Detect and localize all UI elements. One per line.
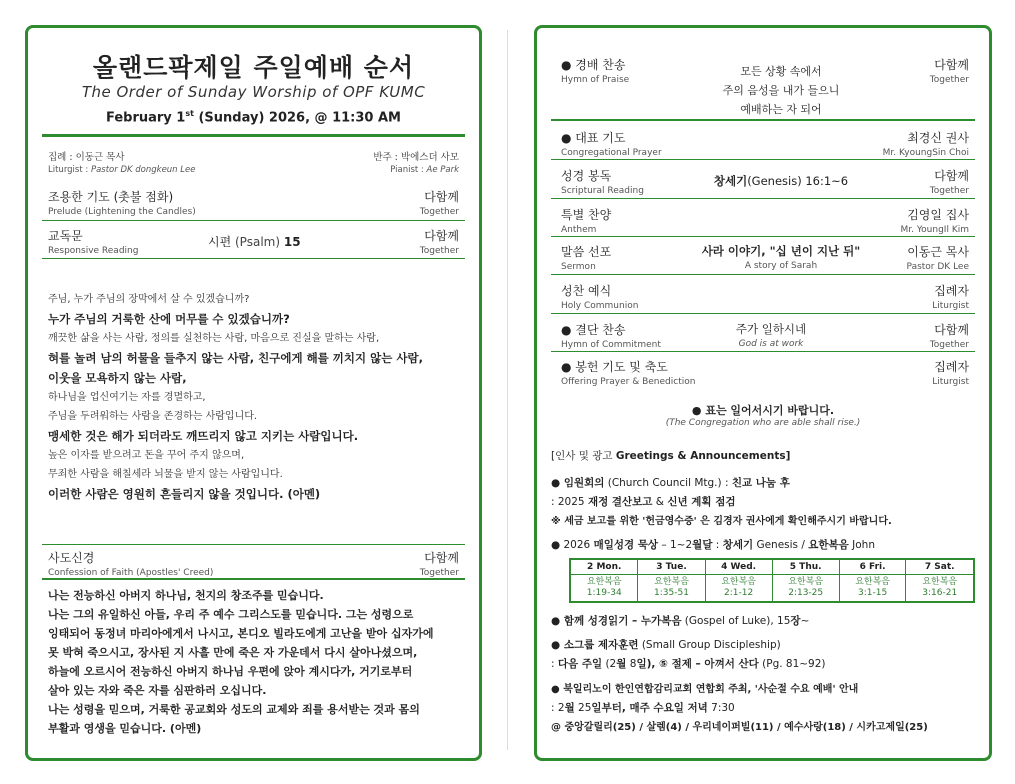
scripture-en: Scriptural Reading: [561, 186, 644, 196]
sermon-title: 사라 이야기, "십 년이 지난 뒤" A story of Sarah: [701, 244, 861, 271]
hymn-leader-en: Together: [929, 75, 969, 85]
announcement-lent-service: ● 북일리노이 한인연합감리교회 연합회 주최, '사순절 수요 예배' 안내 : 2월 25일부터, 매주 수요일 저녁 7:30 @ 중앙갈릴리(25) / 살렘(4) / 우리네이퍼빌(11) / 예수사랑(18) / 시카고제일(25): [551, 684, 928, 733]
sermon-leader-en: Pastor DK Lee: [906, 262, 969, 272]
header-rule: [42, 134, 465, 137]
schedule-cell: 요한복음 2:13-25: [772, 575, 839, 603]
anthem-ko: 특별 찬양: [561, 208, 612, 222]
responsive-leader-en: Together: [419, 246, 459, 256]
reading-line: 무죄한 사람을 해칠세라 뇌물을 받지 않는 사람입니다.: [48, 469, 283, 480]
rule: [42, 220, 465, 221]
rule: [42, 578, 465, 580]
prayer-leader-en: Mr. KyoungSin Choi: [882, 148, 969, 158]
decision-title: 주가 일하시네 God is at work: [735, 322, 807, 349]
creed-leader-ko: 다함께: [424, 551, 459, 565]
sermon-leader-ko: 이동근 목사: [907, 245, 969, 259]
prayer-en: Congregational Prayer: [561, 148, 662, 158]
center-fold: [507, 30, 508, 750]
hymn-en: Hymn of Praise: [561, 75, 630, 85]
rule: [42, 544, 465, 545]
announcements-heading: [인사 및 광고 Greetings & Announcements]: [551, 450, 791, 462]
reading-schedule-table: [569, 558, 975, 603]
creed-ko: 사도신경: [48, 551, 95, 565]
prayer-leader-ko: 최경신 권사: [907, 131, 969, 145]
reading-line: 깨끗한 삶을 사는 사람, 정의를 실천하는 사람, 마음으로 진실을 말하는 사람,: [48, 333, 380, 344]
reading-line: 높은 이자를 받으려고 돈을 꾸어 주지 않으며,: [48, 450, 245, 461]
responsive-reading-row: [48, 227, 459, 256]
creed-line: 하늘에 오르시어 전능하신 아버지 하나님 우편에 앉아 계시다가, 거기로부터: [48, 665, 413, 678]
scripture-ko: 성경 봉독: [561, 169, 612, 183]
sermon-row: [561, 243, 969, 272]
prelude-en: Prelude (Lightening the Candles): [48, 207, 196, 217]
reading-line: 누가 주님의 거룩한 산에 머무를 수 있겠습니까?: [48, 312, 290, 326]
offering-leader-ko: 집례자: [934, 360, 969, 374]
rule: [551, 274, 975, 275]
schedule-day: 4 Wed.: [705, 559, 772, 575]
schedule-cell: 요한복음 3:1-15: [839, 575, 906, 603]
rule: [551, 119, 975, 121]
schedule-day: 7 Sat.: [906, 559, 974, 575]
prelude-leader-ko: 다함께: [424, 190, 459, 204]
psalm-text: [48, 290, 465, 504]
hymn-row: [561, 56, 969, 116]
scripture-leader-ko: 다함께: [934, 169, 969, 183]
schedule-day: 2 Mon.: [570, 559, 638, 575]
reading-line: 주님을 두려워하는 사람을 존경하는 사람입니다.: [48, 411, 258, 422]
anthem-row: [561, 206, 969, 235]
liturgist-row: [48, 149, 459, 175]
communion-leader-en: Liturgist: [932, 301, 969, 311]
reading-line: 주님, 누가 주님의 장막에서 살 수 있겠습니까?: [48, 294, 250, 305]
creed-line: 나는 그의 유일하신 아들, 우리 주 예수 그리스도를 믿습니다. 그는 성령으로: [48, 608, 414, 621]
reading-line: 혀를 놀려 남의 허물을 들추지 않는 사람, 친구에게 해를 끼치지 않는 사람,: [48, 351, 423, 365]
anthem-en: Anthem: [561, 225, 597, 235]
reading-line: 맹세한 것은 해가 되더라도 깨뜨리지 않고 지키는 사람입니다.: [48, 429, 359, 443]
service-date: February 1st (Sunday) 2026, @ 11:30 AM: [105, 109, 401, 126]
reading-line: 이웃을 모욕하지 않는 사람,: [48, 371, 187, 385]
announcement-council: ● 임원회의 (Church Council Mtg.) : 친교 나눔 후 : 2025 재정 결산보고 & 신년 계획 점검 ※ 세금 보고를 위한 '헌금영수증' 은 김경자 권사에게 확인해주시기 바랍니다.: [551, 477, 892, 527]
rule: [551, 236, 975, 237]
rule: [551, 313, 975, 314]
left-page: [25, 25, 482, 761]
hymn-leader-ko: 다함께: [934, 58, 969, 72]
creed-text: [48, 586, 469, 738]
pianist-en: Pianist : Ae Park: [390, 165, 459, 175]
rise-note: ● 표는 일어서시기 바랍니다.: [691, 404, 835, 417]
decision-ko: ● 결단 찬송: [561, 323, 626, 337]
schedule-day: 3 Tue.: [638, 559, 705, 575]
offering-en: Offering Prayer & Benediction: [561, 377, 696, 387]
announcement-luke: ● 함께 성경읽기 – 누가복음 (Gospel of Luke), 15장~: [551, 615, 810, 627]
schedule-cell: 요한복음 1:19-34: [570, 575, 638, 603]
prelude-leader-en: Together: [419, 207, 459, 217]
offering-leader-en: Liturgist: [932, 377, 969, 387]
decision-en: Hymn of Commitment: [561, 340, 661, 350]
scripture-leader-en: Together: [929, 186, 969, 196]
schedule-cell: 요한복음 1:35-51: [638, 575, 705, 603]
communion-row: [561, 282, 969, 311]
communion-en: Holy Communion: [561, 301, 639, 311]
prelude-ko: 조용한 기도 (촛불 점화): [48, 190, 174, 204]
rule: [551, 159, 975, 160]
reading-line: 이러한 사람은 영원히 흔들리지 않을 것입니다. (아멘): [48, 487, 321, 501]
sermon-ko: 말씀 선포: [561, 245, 612, 259]
title-korean: 올랜드팍제일 주일예배 순서: [92, 53, 415, 82]
pianist-ko: 반주 : 박에스더 사모: [373, 152, 459, 163]
responsive-leader-ko: 다함께: [424, 229, 459, 243]
decision-leader-ko: 다함께: [934, 323, 969, 337]
responsive-ko: 교독문: [48, 229, 83, 243]
rule: [42, 258, 465, 259]
right-page: [534, 25, 992, 761]
creed-en: Confession of Faith (Apostles' Creed): [48, 568, 214, 578]
creed-line: 잉태되어 동정녀 마리아에게서 나시고, 본디오 빌라도에게 고난을 받아 십자가에: [48, 627, 434, 640]
offering-ko: ● 봉헌 기도 및 축도: [561, 360, 668, 374]
creed-line: 부활과 영생을 믿습니다. (아멘): [48, 722, 202, 735]
prayer-ko: ● 대표 기도: [561, 131, 626, 145]
announcement-daily-bible: ● 2026 매일성경 묵상 – 1~2월달 : 창세기 Genesis / 요한복음 John: [551, 539, 875, 551]
announcement-small-group: ● 소그룹 제자훈련 (Small Group Discipleship) : 다음 주일 (2월 8일), ⑤ 절제 – 아껴서 산다 (Pg. 81~92): [551, 639, 826, 670]
liturgist-ko: 집례 : 이동근 목사: [48, 152, 125, 163]
decision-leader-en: Together: [929, 340, 969, 350]
communion-ko: 성찬 예식: [561, 284, 612, 298]
hymn-ko: ● 경배 찬송: [561, 58, 626, 72]
psalm-reference: 시편 (Psalm) 15: [208, 235, 301, 249]
anthem-leader-ko: 김영일 집사: [907, 208, 969, 222]
creed-row: [48, 549, 459, 578]
hymn-title: 모든 상황 속에서 주의 음성을 내가 들으니 예배하는 자 되어: [722, 65, 840, 116]
prayer-row: [561, 129, 969, 158]
sermon-en: Sermon: [561, 262, 596, 272]
schedule-day: 6 Fri.: [839, 559, 906, 575]
title-english: The Order of Sunday Worship of OPF KUMC: [81, 83, 426, 101]
schedule-cell: 요한복음 2:1-12: [705, 575, 772, 603]
creed-line: 나는 전능하신 아버지 하나님, 천지의 창조주를 믿습니다.: [48, 589, 324, 602]
rule: [551, 198, 975, 199]
rule: [551, 351, 975, 352]
responsive-en: Responsive Reading: [48, 246, 139, 256]
communion-leader-ko: 집례자: [934, 284, 969, 298]
creed-line: 나는 성령을 믿으며, 거룩한 공교회와 성도의 교제와 죄를 용서받는 것과 몸의: [48, 703, 420, 716]
creed-leader-en: Together: [419, 568, 459, 578]
creed-line: 못 박혀 죽으시고, 장사된 지 사흘 만에 죽은 자 가운데서 다시 살아나셨으며,: [48, 646, 418, 659]
reading-line: 하나님을 업신여기는 자를 경멸하고,: [48, 392, 206, 403]
offering-row: [561, 358, 969, 387]
decision-row: [561, 321, 969, 350]
liturgist-en: Liturgist : Pastor DK dongkeun Lee: [48, 165, 196, 175]
rise-note-en: (The Congregation who are able shall rise.): [665, 418, 861, 428]
creed-line: 살아 있는 자와 죽은 자를 심판하러 오십니다.: [48, 684, 267, 697]
schedule-day: 5 Thu.: [772, 559, 839, 575]
anthem-leader-en: Mr. YoungIl Kim: [900, 225, 969, 235]
scripture-row: [561, 167, 969, 196]
schedule-cell: 요한복음 3:16-21: [906, 575, 974, 603]
scripture-reference: 창세기(Genesis) 16:1~6: [713, 174, 849, 188]
prelude-row: [48, 188, 459, 217]
